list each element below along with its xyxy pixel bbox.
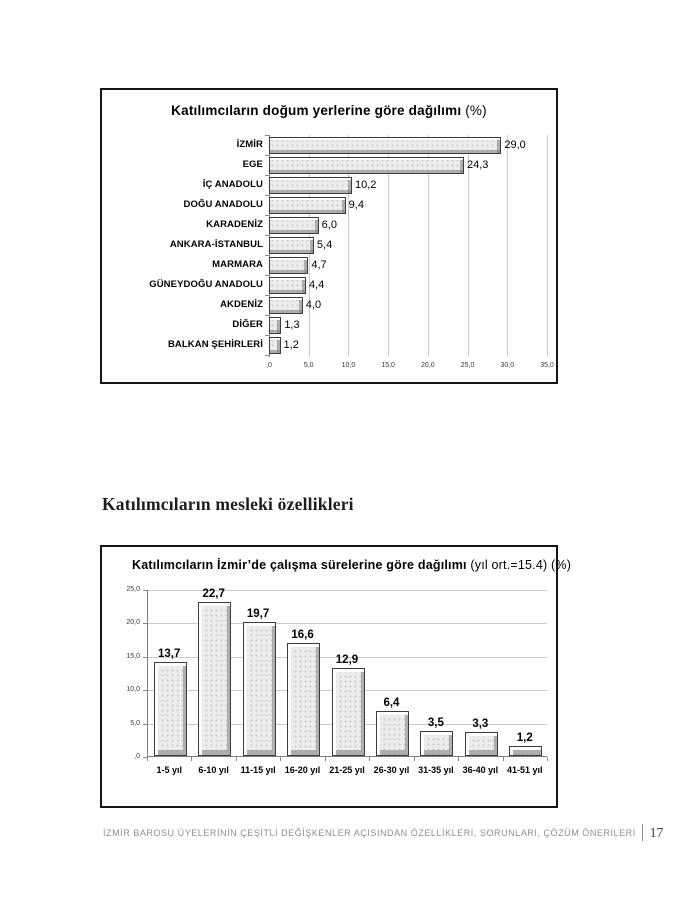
x-tick-label: 30,0: [500, 362, 515, 369]
category-label: GÜNEYDOĞU ANADOLU: [149, 279, 263, 290]
category-label: 41-51 yıl: [507, 765, 543, 775]
chart-title: [132, 558, 571, 572]
x-tick-mark: [458, 757, 459, 761]
x-tick-mark: [236, 757, 237, 761]
y-tick-label: ,0: [134, 753, 140, 760]
bar: [509, 746, 542, 756]
x-tick-label: 15,0: [381, 362, 395, 369]
y-tick-mark: [143, 657, 147, 658]
x-tick-mark: [280, 757, 281, 761]
value-label: 13,7: [158, 648, 181, 661]
bar: [269, 277, 306, 294]
x-tick-mark: [369, 757, 370, 761]
value-label: 3,3: [472, 717, 489, 730]
chart-title: [102, 103, 556, 118]
category-label: 36-40 yıl: [462, 765, 499, 775]
chart-title-main: Katılımcıların doğum yerlerine göre dağılımı: [171, 103, 462, 118]
bar: [269, 157, 464, 174]
category-tick-mark: [265, 155, 269, 156]
category-label: BALKAN ŞEHİRLERİ: [167, 339, 263, 350]
category-label: İÇ ANADOLU: [202, 179, 263, 190]
category-label: 1-5 yıl: [156, 765, 182, 775]
category-label: EGE: [242, 159, 263, 170]
bar: [269, 317, 281, 334]
category-tick-mark: [265, 255, 269, 256]
section-heading: Katılımcıların mesleki özellikleri: [102, 494, 354, 514]
chart-title-main: Katılımcıların İzmir’de çalışma sürelerine göre dağılımı: [132, 558, 467, 572]
gridline-vertical: [547, 135, 548, 357]
y-tick-mark: [143, 724, 147, 725]
category-tick-mark: [265, 195, 269, 196]
value-label: 4,7: [311, 259, 327, 271]
bar: [269, 177, 352, 194]
category-label: 6-10 yıl: [198, 765, 229, 775]
category-label: ANKARA-İSTANBUL: [169, 239, 263, 250]
value-label: 1,3: [284, 319, 300, 331]
x-axis-line: [147, 756, 547, 757]
category-label: İZMİR: [236, 139, 263, 150]
plot-area: [147, 590, 547, 757]
value-label: 22,7: [202, 588, 225, 601]
value-label: 16,6: [291, 629, 314, 642]
x-tick-mark: [503, 757, 504, 761]
category-tick-mark: [265, 295, 269, 296]
x-tick-mark: [147, 757, 148, 761]
value-label: 4,0: [305, 299, 322, 311]
x-tick-label: 35,0: [540, 362, 554, 369]
category-label: 16-20 yıl: [284, 765, 321, 775]
y-tick-label: 25,0: [126, 586, 140, 593]
page-number: 17: [649, 824, 664, 840]
gridline-vertical: [507, 135, 508, 357]
x-tick-mark: [414, 757, 415, 761]
category-tick-mark: [265, 355, 269, 356]
x-tick-label: 5,0: [303, 362, 314, 369]
value-label: 1,2: [516, 731, 533, 744]
bar: [465, 732, 498, 756]
value-label: 5,4: [316, 239, 333, 251]
category-label: 26-30 yıl: [373, 765, 410, 775]
value-label: 1,2: [283, 339, 299, 351]
plot-area: [269, 135, 547, 357]
value-label: 9,4: [348, 199, 364, 211]
value-label: 29,0: [504, 139, 526, 151]
x-tick-mark: [325, 757, 326, 761]
value-label: 3,5: [427, 716, 444, 729]
y-tick-mark: [143, 590, 147, 591]
bar: [269, 257, 308, 274]
category-label: MARMARA: [212, 259, 263, 270]
bar: [269, 137, 501, 154]
category-label: 21-25 yıl: [329, 765, 365, 775]
category-label: 31-35 yıl: [418, 765, 454, 775]
y-tick-label: 20,0: [126, 619, 140, 627]
y-axis-line: [147, 590, 148, 757]
working-years-distribution-chart: [100, 545, 572, 808]
bar: [269, 337, 281, 354]
bar: [154, 662, 187, 756]
value-label: 19,7: [246, 608, 270, 621]
chart-title-note: (%): [461, 103, 487, 118]
category-tick-mark: [265, 175, 269, 176]
bar: [420, 731, 453, 756]
value-label: 10,2: [355, 179, 377, 191]
category-tick-mark: [265, 275, 269, 276]
value-label: 12,9: [335, 653, 359, 666]
category-tick-mark: [265, 335, 269, 336]
bar: [269, 297, 303, 314]
category-tick-mark: [265, 215, 269, 216]
bar: [332, 668, 365, 756]
value-label: 6,0: [321, 219, 337, 231]
chart-title-note: (yıl ort.=15.4) (%): [466, 558, 572, 572]
x-tick-mark: [191, 757, 192, 761]
page-footer: [103, 824, 663, 841]
x-tick-label: 10,0: [341, 362, 356, 369]
x-tick-label: 20,0: [421, 362, 435, 369]
category-tick-mark: [265, 135, 269, 136]
category-label: KARADENİZ: [206, 219, 263, 230]
category-label: DOĞU ANADOLU: [183, 199, 263, 210]
value-label: 4,4: [308, 279, 325, 291]
y-tick-mark: [143, 690, 147, 691]
bar: [269, 217, 319, 234]
bar: [243, 622, 276, 756]
bar: [269, 197, 346, 214]
x-tick-label: ,0: [266, 362, 272, 369]
x-tick-label: 25,0: [460, 362, 475, 369]
category-label: DİĞER: [232, 319, 263, 330]
bar: [376, 711, 409, 756]
y-tick-label: 15,0: [126, 652, 140, 660]
x-tick-mark: [547, 757, 548, 761]
value-label: 6,4: [383, 697, 400, 710]
category-label: AKDENİZ: [220, 299, 263, 310]
y-tick-label: 10,0: [126, 686, 140, 694]
footer-divider: [642, 824, 643, 841]
category-label: 11-15 yıl: [240, 765, 276, 775]
category-tick-mark: [265, 235, 269, 236]
bar: [287, 643, 320, 756]
birthplace-distribution-chart: [100, 88, 558, 384]
value-label: 24,3: [467, 159, 489, 171]
footer-text: İZMİR BAROSU ÜYELERİNİN ÇEŞİTLİ DEĞİŞKENLER AÇISINDAN ÖZELLİKLERİ, SORUNLARI, ÇÖZÜM ÖNERİLERİ: [103, 827, 636, 838]
category-tick-mark: [265, 315, 269, 316]
bar: [269, 237, 314, 254]
y-tick-label: 5,0: [130, 719, 140, 727]
y-tick-mark: [143, 623, 147, 624]
bar: [198, 602, 231, 756]
